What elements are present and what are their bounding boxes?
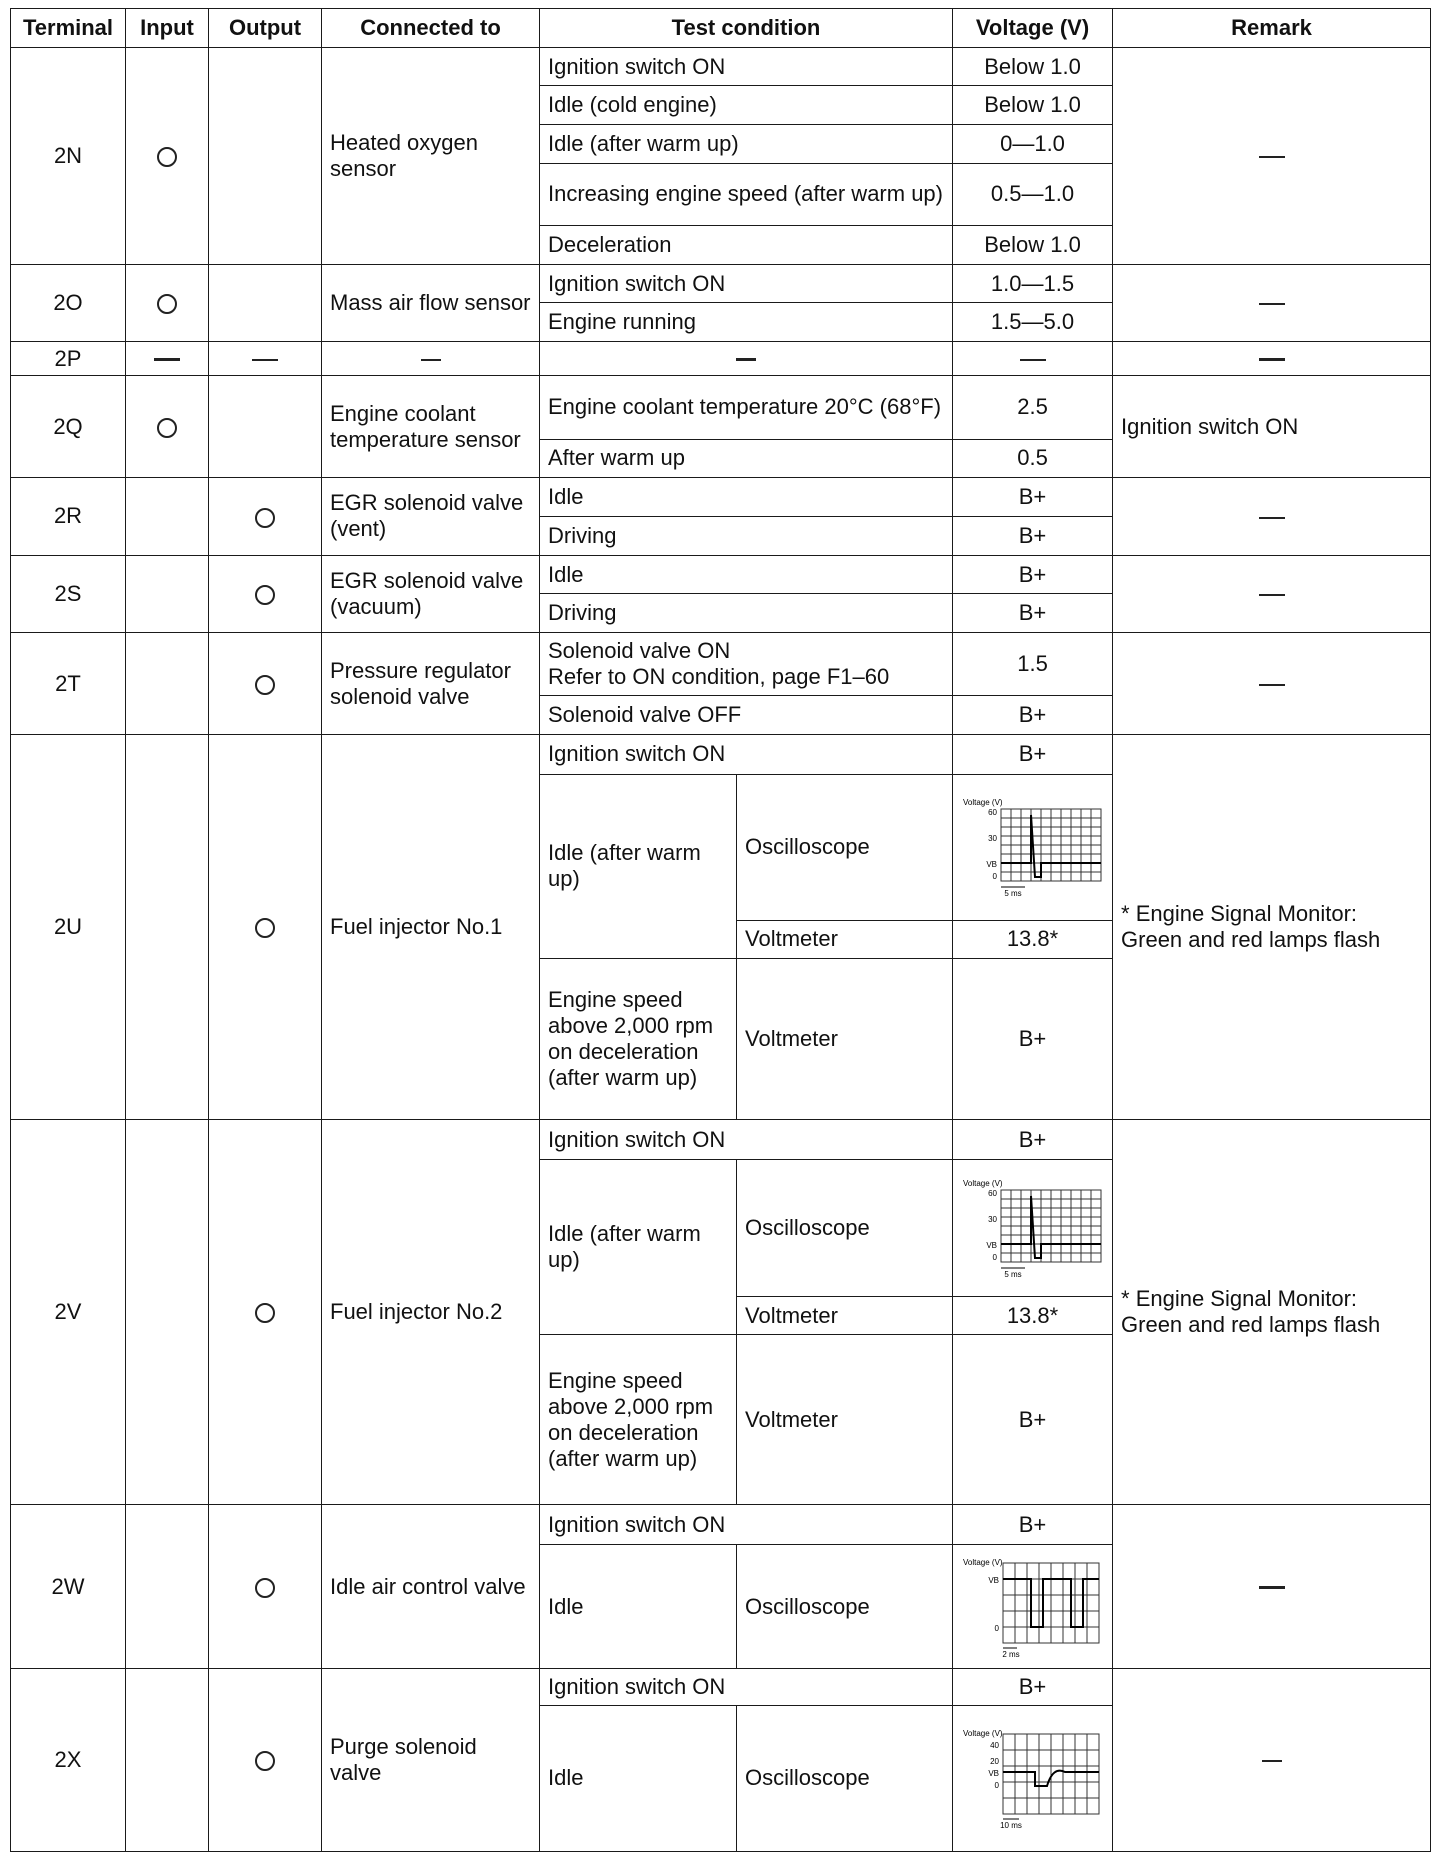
circle-icon (255, 1578, 275, 1598)
condition-cell: Idle (after warm up) (540, 125, 953, 164)
voltage-cell: B+ (953, 696, 1113, 735)
terminal-cell: 2U (11, 735, 126, 1120)
graph-ytick: VB (986, 1241, 998, 1251)
condition-cell: Driving (540, 516, 953, 555)
table-row (11, 342, 1431, 376)
remark-cell (1113, 264, 1431, 341)
graph-grid (1003, 1734, 1099, 1814)
method-cell: Oscilloscope (737, 1545, 953, 1669)
voltage-cell: B+ (953, 735, 1113, 775)
input-cell (126, 47, 209, 264)
graph-ytick: 60 (988, 808, 998, 818)
connected-to-cell: Fuel injector No.2 (322, 1120, 540, 1505)
voltage-cell: 0—1.0 (953, 125, 1113, 164)
table-row (11, 735, 1431, 775)
voltage-cell: 13.8* (953, 920, 1113, 958)
header-connected-to: Connected to (322, 9, 540, 48)
graph-grid (1001, 1190, 1101, 1262)
terminal-cell: 2O (11, 264, 126, 341)
terminal-cell: 2Q (11, 376, 126, 478)
output-cell (209, 1669, 322, 1852)
table-row (11, 1505, 1431, 1545)
voltage-cell (953, 1705, 1113, 1851)
connected-to-cell: EGR solenoid valve (vent) (322, 478, 540, 555)
remark-cell (1113, 47, 1431, 264)
method-cell: Oscilloscope (737, 1160, 953, 1297)
voltage-cell: B+ (953, 1669, 1113, 1706)
method-cell: Voltmeter (737, 1297, 953, 1335)
condition-cell: Deceleration (540, 225, 953, 264)
voltage-cell (953, 1160, 1113, 1297)
connected-to-cell: Mass air flow sensor (322, 264, 540, 341)
voltage-cell: Below 1.0 (953, 86, 1113, 125)
method-cell: Voltmeter (737, 1334, 953, 1504)
input-cell (126, 478, 209, 555)
input-cell (126, 376, 209, 478)
connected-to-cell: EGR solenoid valve (vacuum) (322, 555, 540, 632)
circle-icon (255, 585, 275, 605)
output-cell (209, 555, 322, 632)
voltage-cell: B+ (953, 594, 1113, 633)
table-row (11, 1669, 1431, 1706)
dash-icon (252, 359, 278, 361)
dash-icon (1262, 1760, 1282, 1762)
input-cell (126, 555, 209, 632)
header-test-condition: Test condition (540, 9, 953, 48)
remark-cell (1113, 555, 1431, 632)
method-cell: Voltmeter (737, 920, 953, 958)
graph-ytick: 60 (988, 1189, 998, 1199)
connected-to-cell: Idle air control valve (322, 1505, 540, 1669)
dash-icon (1259, 303, 1285, 305)
graph-time-label: 5 ms (1004, 889, 1022, 899)
output-cell (209, 1505, 322, 1669)
condition-cell: Idle (cold engine) (540, 86, 953, 125)
condition-cell: Ignition switch ON (540, 735, 953, 775)
condition-cell: Idle (540, 555, 953, 594)
remark-cell (1113, 342, 1431, 376)
terminal-cell: 2T (11, 633, 126, 735)
graph-ylabel: Voltage (V) (963, 1179, 1003, 1189)
graph-ytick: 40 (990, 1741, 1000, 1751)
connected-to-cell (322, 342, 540, 376)
terminal-cell: 2N (11, 47, 126, 264)
table-row (11, 633, 1431, 696)
condition-cell: Driving (540, 594, 953, 633)
table-row (11, 376, 1431, 439)
input-cell (126, 1669, 209, 1852)
remark-cell (1113, 1505, 1431, 1669)
table-row (11, 478, 1431, 517)
voltage-cell: 1.0—1.5 (953, 264, 1113, 303)
graph-ylabel: Voltage (V) (963, 1557, 1003, 1567)
output-cell (209, 478, 322, 555)
oscilloscope-waveform (961, 1726, 1111, 1830)
table-row (11, 1120, 1431, 1160)
condition-cell: Solenoid valve OFF (540, 696, 953, 735)
header-voltage: Voltage (V) (953, 9, 1113, 48)
condition-note: Refer to ON condition, page F1–60 (548, 664, 890, 690)
voltage-cell: B+ (953, 1505, 1113, 1545)
terminal-cell: 2X (11, 1669, 126, 1852)
circle-icon (255, 508, 275, 528)
graph-grid (1003, 1563, 1099, 1643)
voltage-cell: B+ (953, 516, 1113, 555)
output-cell (209, 633, 322, 735)
voltage-cell: Below 1.0 (953, 225, 1113, 264)
terminal-cell: 2S (11, 555, 126, 632)
graph-time-label: 5 ms (1004, 1270, 1022, 1280)
input-cell (126, 735, 209, 1120)
dash-icon (1259, 1586, 1285, 1589)
graph-ytick: 30 (988, 1215, 998, 1225)
condition-text: Solenoid valve ON (548, 638, 731, 664)
condition-cell: Idle (after warm up) (540, 774, 737, 958)
table-row (11, 555, 1431, 594)
terminal-cell: 2R (11, 478, 126, 555)
voltage-cell: B+ (953, 478, 1113, 517)
voltage-cell: B+ (953, 1120, 1113, 1160)
oscilloscope-waveform (961, 1176, 1111, 1280)
condition-cell: Engine running (540, 303, 953, 342)
graph-ytick: 0 (994, 1623, 1000, 1633)
dash-icon (1020, 359, 1046, 361)
condition-cell: Idle (540, 478, 953, 517)
dash-icon (1259, 517, 1285, 519)
voltage-cell (953, 774, 1113, 920)
condition-cell: Ignition switch ON (540, 1669, 953, 1706)
condition-cell: After warm up (540, 439, 953, 478)
voltage-cell (953, 342, 1113, 376)
circle-icon (157, 418, 177, 438)
connected-to-cell: Heated oxygen sensor (322, 47, 540, 264)
input-cell (126, 633, 209, 735)
graph-ytick: VB (986, 860, 998, 870)
condition-cell (540, 633, 953, 696)
condition-cell: Idle (after warm up) (540, 1160, 737, 1335)
condition-cell: Ignition switch ON (540, 1120, 953, 1160)
voltage-cell: 0.5—1.0 (953, 163, 1113, 225)
method-cell: Oscilloscope (737, 774, 953, 920)
circle-icon (255, 675, 275, 695)
method-cell: Oscilloscope (737, 1705, 953, 1851)
dash-icon (154, 358, 180, 361)
remark-cell: * Engine Signal Monitor: Green and red lamps flash (1113, 1120, 1431, 1505)
graph-ytick: VB (988, 1769, 1000, 1779)
voltage-cell: 0.5 (953, 439, 1113, 478)
condition-cell: Engine coolant temperature 20°C (68°F) (540, 376, 953, 439)
header-terminal: Terminal (11, 9, 126, 48)
terminal-cell: 2V (11, 1120, 126, 1505)
graph-ytick: 0 (992, 872, 998, 882)
terminal-voltage-table (10, 8, 1431, 1852)
terminal-cell: 2W (11, 1505, 126, 1669)
connected-to-cell: Engine coolant temperature sensor (322, 376, 540, 478)
graph-time-label: 10 ms (1000, 1821, 1022, 1831)
connected-to-cell: Fuel injector No.1 (322, 735, 540, 1120)
circle-icon (157, 147, 177, 167)
connected-to-cell: Purge solenoid valve (322, 1669, 540, 1852)
input-cell (126, 264, 209, 341)
input-cell (126, 342, 209, 376)
remark-cell (1113, 1669, 1431, 1852)
remark-cell: Ignition switch ON (1113, 376, 1431, 478)
output-cell (209, 342, 322, 376)
table-row (11, 264, 1431, 303)
connected-to-cell: Pressure regulator solenoid valve (322, 633, 540, 735)
oscilloscope-waveform (961, 795, 1111, 899)
output-cell (209, 735, 322, 1120)
graph-grid (1001, 809, 1101, 881)
remark-cell: * Engine Signal Monitor: Green and red lamps flash (1113, 735, 1431, 1120)
condition-cell: Ignition switch ON (540, 47, 953, 86)
header-input: Input (126, 9, 209, 48)
graph-ytick: 30 (988, 834, 998, 844)
graph-ylabel: Voltage (V) (963, 798, 1003, 808)
condition-cell: Engine speed above 2,000 rpm on deceleration (after warm up) (540, 958, 737, 1120)
graph-ytick: 0 (992, 1253, 998, 1263)
output-cell (209, 376, 322, 478)
condition-cell: Engine speed above 2,000 rpm on deceleration (after warm up) (540, 1334, 737, 1504)
condition-cell: Ignition switch ON (540, 1505, 953, 1545)
remark-cell (1113, 478, 1431, 555)
input-cell (126, 1505, 209, 1669)
condition-cell (540, 342, 953, 376)
header-output: Output (209, 9, 322, 48)
oscilloscope-waveform (961, 1555, 1111, 1659)
dash-icon (736, 358, 756, 361)
dash-icon (1259, 358, 1285, 361)
dash-icon (1259, 594, 1285, 596)
graph-time-label: 2 ms (1002, 1649, 1020, 1659)
condition-cell: Ignition switch ON (540, 264, 953, 303)
voltage-cell: 1.5—5.0 (953, 303, 1113, 342)
dash-icon (421, 359, 441, 361)
condition-cell: Idle (540, 1705, 737, 1851)
output-cell (209, 264, 322, 341)
terminal-cell: 2P (11, 342, 126, 376)
voltage-cell: 13.8* (953, 1297, 1113, 1335)
dash-icon (1259, 684, 1285, 686)
graph-ytick: 20 (990, 1757, 1000, 1767)
voltage-cell (953, 1545, 1113, 1669)
output-cell (209, 47, 322, 264)
graph-ylabel: Voltage (V) (963, 1729, 1003, 1739)
remark-cell (1113, 633, 1431, 735)
header-row (11, 9, 1431, 48)
header-remark: Remark (1113, 9, 1431, 48)
dash-icon (1259, 156, 1285, 158)
table-row (11, 47, 1431, 86)
circle-icon (157, 294, 177, 314)
input-cell (126, 1120, 209, 1505)
voltage-cell: 1.5 (953, 633, 1113, 696)
method-cell: Voltmeter (737, 958, 953, 1120)
condition-cell: Increasing engine speed (after warm up) (540, 163, 953, 225)
condition-cell: Idle (540, 1545, 737, 1669)
graph-ytick: VB (988, 1575, 1000, 1585)
circle-icon (255, 1751, 275, 1771)
circle-icon (255, 918, 275, 938)
graph-ytick: 0 (994, 1781, 1000, 1791)
voltage-cell: B+ (953, 555, 1113, 594)
voltage-cell: B+ (953, 958, 1113, 1120)
circle-icon (255, 1303, 275, 1323)
voltage-cell: 2.5 (953, 376, 1113, 439)
output-cell (209, 1120, 322, 1505)
voltage-cell: Below 1.0 (953, 47, 1113, 86)
voltage-cell: B+ (953, 1334, 1113, 1504)
